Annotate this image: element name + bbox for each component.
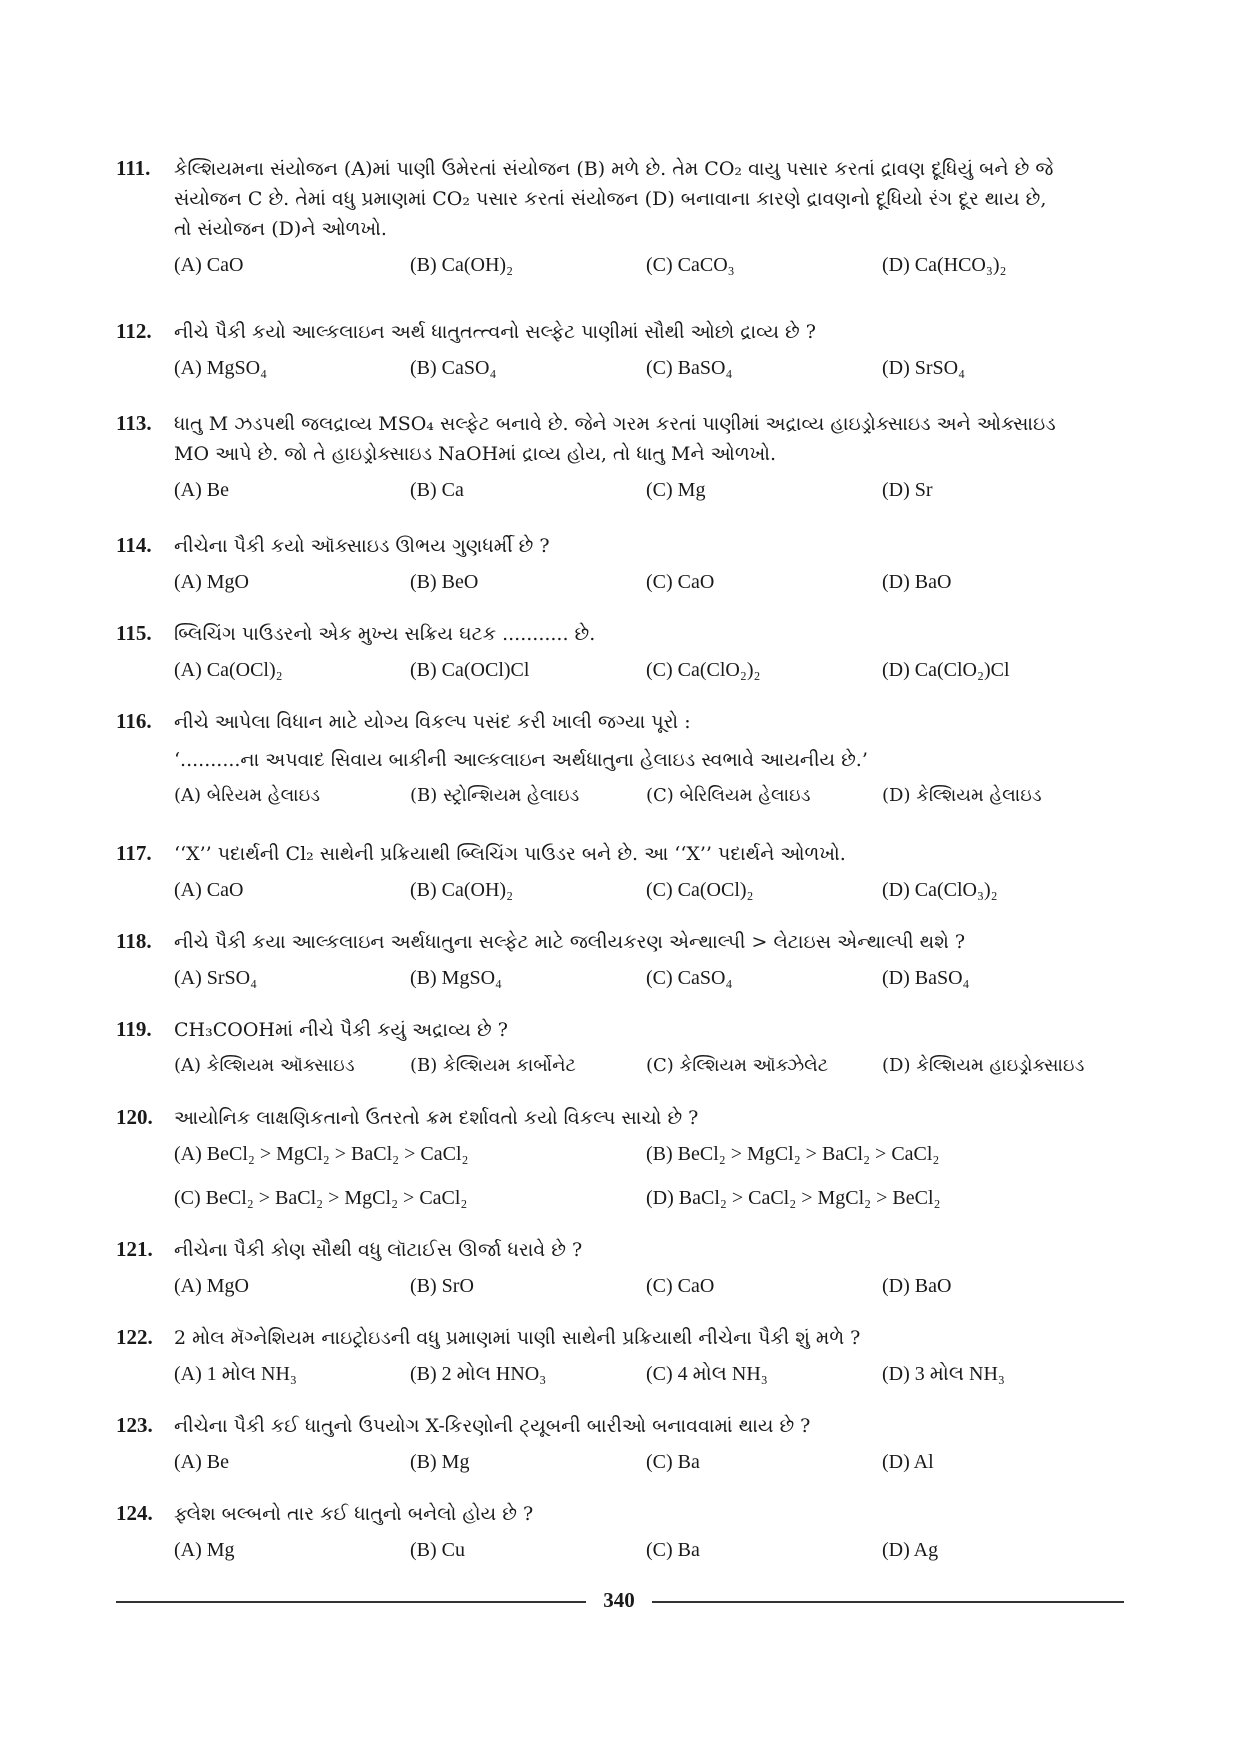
question-line: ‘..........ના અપવાદ સિવાય બાકીની આલ્કલાઇન અર્થધાતુના હેલાઇડ સ્વભાવે આયનીય છે.’ xyxy=(174,749,868,771)
option-d[interactable]: (D) Ca(ClO₂)Cl xyxy=(882,659,1010,681)
question-line: સંયોજન C છે. તેમાં વધુ પ્રમાણમાં CO₂ પસાર કરતાં સંયોજન (D) બનાવાના કારણે દ્રાવણનો દૂધિયો રંગ દૂર થાય છે, xyxy=(174,188,1047,210)
question-text xyxy=(174,317,1128,347)
option-a[interactable]: (A) CaO xyxy=(174,254,244,276)
option-b[interactable]: (B) 2 મોલ HNO₃ xyxy=(410,1363,547,1385)
options-row xyxy=(174,957,1128,1001)
question-line: કેલ્શિયમના સંયોજન (A)માં પાણી ઉમેરતાં સંયોજન (B) મળે છે. તેમ CO₂ વાયુ પસાર કરતાં દ્રાવણ દૂધિયું બને છે જે xyxy=(174,158,1054,180)
question-113 xyxy=(116,408,1128,513)
option-b[interactable]: (B) SrO xyxy=(410,1275,474,1297)
option-c[interactable]: (C) Ca(OCl)₂ xyxy=(646,879,754,901)
option-b[interactable]: (B) કેલ્શિયમ કાર્બોનેટ xyxy=(410,1055,576,1076)
option-b[interactable]: (B) Cu xyxy=(410,1539,465,1561)
question-118 xyxy=(116,926,1128,1001)
option-d[interactable]: (D) BaCl₂ > CaCl₂ > MgCl₂ > BeCl₂ xyxy=(646,1187,941,1209)
option-c[interactable]: (C) Ba xyxy=(646,1451,700,1473)
option-a[interactable]: (A) Mg xyxy=(174,1539,235,1561)
question-116 xyxy=(116,706,1128,819)
option-d[interactable]: (D) BaO xyxy=(882,1275,952,1297)
question-number: 122. xyxy=(116,1325,153,1349)
question-123 xyxy=(116,1410,1128,1485)
option-a[interactable]: (A) BeCl₂ > MgCl₂ > BaCl₂ > CaCl₂ xyxy=(174,1143,469,1165)
options-row xyxy=(174,649,1128,693)
question-114 xyxy=(116,530,1128,605)
question-number: 118. xyxy=(116,929,152,953)
question-line: CH₃COOHમાં નીચે પૈકી કયું અદ્રાવ્ય છે ? xyxy=(174,1019,508,1041)
option-a[interactable]: (A) Be xyxy=(174,479,229,501)
question-line: 2 મોલ મૅગ્નેશિયમ નાઇટ્રોઇડની વધુ પ્રમાણમાં પાણી સાથેની પ્રક્રિયાથી નીચેના પૈકી શું મળે ? xyxy=(174,1327,861,1349)
option-a[interactable]: (A) MgO xyxy=(174,571,249,593)
option-a[interactable]: (A) Ca(OCl)₂ xyxy=(174,659,283,681)
question-line: નીચેના પૈકી કોણ સૌથી વધુ લૉટાઈસ ઊર્જા ધરાવે છે ? xyxy=(174,1239,583,1261)
question-number: 124. xyxy=(116,1501,153,1525)
option-b[interactable]: (B) સ્ટ્રોન્શિયમ હેલાઇડ xyxy=(410,785,580,806)
option-b[interactable]: (B) CaSO₄ xyxy=(410,357,497,379)
options-row xyxy=(174,1353,1128,1397)
option-d[interactable]: (D) 3 મોલ NH₃ xyxy=(882,1363,1005,1385)
question-text xyxy=(174,1103,1128,1133)
option-b[interactable]: (B) BeCl₂ > MgCl₂ > BaCl₂ > CaCl₂ xyxy=(646,1143,940,1165)
options-row xyxy=(174,1441,1128,1485)
question-text xyxy=(174,409,1128,469)
question-line: ‘‘X’’ પદાર્થની Cl₂ સાથેની પ્રક્રિયાથી બ્લિચિંગ પાઉડર બને છે. આ ‘‘X’’ પદાર્થને ઓળખો. xyxy=(174,843,846,865)
question-text xyxy=(174,1015,1128,1045)
question-number: 116. xyxy=(116,709,152,733)
question-number: 117. xyxy=(116,841,152,865)
question-number: 119. xyxy=(116,1017,152,1041)
question-number: 120. xyxy=(116,1105,153,1129)
option-c[interactable]: (C) Ba xyxy=(646,1539,700,1561)
options-row xyxy=(174,869,1128,913)
question-112 xyxy=(116,316,1128,391)
question-line: નીચેના પૈકી કયો ઑક્સાઇડ ઊભય ગુણધર્મી છે ? xyxy=(174,535,550,557)
question-text xyxy=(174,1411,1128,1441)
question-text xyxy=(174,531,1128,561)
option-a[interactable]: (A) 1 મોલ NH₃ xyxy=(174,1363,297,1385)
question-text xyxy=(174,839,1128,869)
footer-rule-right xyxy=(652,1601,1124,1603)
question-number: 113. xyxy=(116,411,152,435)
question-line: ફ્લેશ બલ્બનો તાર કઈ ધાતુનો બનેલો હોય છે ? xyxy=(174,1503,534,1525)
question-121 xyxy=(116,1234,1128,1309)
question-number: 123. xyxy=(116,1413,153,1437)
option-c[interactable]: (C) કેલ્શિયમ ઑક્ઝેલેટ xyxy=(646,1055,829,1076)
question-line: નીચે પૈકી કયા આલ્કલાઇન અર્થધાતુના સલ્ફેટ માટે જલીયકરણ એન્થાલ્પી > લેટાઇસ એન્થાલ્પી થશે ? xyxy=(174,931,966,953)
option-b[interactable]: (B) Ca xyxy=(410,479,464,501)
option-d[interactable]: (D) Ca(ClO₃)₂ xyxy=(882,879,998,901)
options-row xyxy=(174,561,1128,605)
options-grid xyxy=(174,1133,1128,1221)
question-number: 121. xyxy=(116,1237,153,1261)
option-c[interactable]: (C) CaCO₃ xyxy=(646,254,735,276)
question-text xyxy=(174,1235,1128,1265)
option-c[interactable]: (C) BaSO₄ xyxy=(646,357,733,379)
options-row xyxy=(174,1045,1128,1089)
question-line: નીચે આપેલા વિધાન માટે યોગ્ય વિકલ્પ પસંદ કરી ખાલી જગ્યા પૂરો : xyxy=(174,711,691,733)
question-number: 114. xyxy=(116,533,152,557)
option-d[interactable]: (D) BaSO₄ xyxy=(882,967,970,989)
option-a[interactable]: (A) CaO xyxy=(174,879,244,901)
question-line: નીચેના પૈકી કઈ ધાતુનો ઉપયોગ X-કિરણોની ટ્યૂબની બારીઓ બનાવવામાં થાય છે ? xyxy=(174,1415,811,1437)
option-c[interactable]: (C) BeCl₂ > BaCl₂ > MgCl₂ > CaCl₂ xyxy=(174,1187,468,1209)
question-line: તો સંયોજન (D)ને ઓળખો. xyxy=(174,218,387,240)
option-a[interactable]: (A) MgSO₄ xyxy=(174,357,268,379)
question-111 xyxy=(116,153,1128,288)
option-c[interactable]: (C) CaSO₄ xyxy=(646,967,733,989)
option-b[interactable]: (B) Mg xyxy=(410,1451,470,1473)
option-a[interactable]: (A) બેરિયમ હેલાઇડ xyxy=(174,785,321,806)
option-c[interactable]: (C) CaO xyxy=(646,1275,715,1297)
question-text xyxy=(174,1499,1128,1529)
option-d[interactable]: (D) Al xyxy=(882,1451,934,1473)
option-c[interactable]: (C) 4 મોલ NH₃ xyxy=(646,1363,768,1385)
option-c[interactable]: (C) Ca(ClO₂)₂ xyxy=(646,659,761,681)
question-number: 115. xyxy=(116,621,152,645)
question-text xyxy=(174,1323,1128,1353)
option-b[interactable]: (B) Ca(OH)₂ xyxy=(410,879,514,901)
option-d[interactable]: (D) SrSO₄ xyxy=(882,357,966,379)
option-c[interactable]: (C) CaO xyxy=(646,571,715,593)
question-124 xyxy=(116,1498,1128,1573)
question-line: MO આપે છે. જો તે હાઇડ્રોક્સાઇડ NaOHમાં દ્રાવ્ય હોય, તો ધાતુ Mને ઓળખો. xyxy=(174,443,777,465)
option-a[interactable]: (A) SrSO₄ xyxy=(174,967,258,989)
question-line: નીચે પૈકી કયો આલ્કલાઇન અર્થ ધાતુતત્ત્વનો સલ્ફેટ પાણીમાં સૌથી ઓછો દ્રાવ્ય છે ? xyxy=(174,321,816,343)
question-text xyxy=(174,927,1128,957)
option-c[interactable]: (C) બેરિલિયમ હેલાઇડ xyxy=(646,785,811,806)
question-text xyxy=(174,707,1128,775)
question-line: આયોનિક લાક્ષણિકતાનો ઉતરતો ક્રમ દર્શાવતો કયો વિકલ્પ સાચો છે ? xyxy=(174,1107,699,1129)
options-row xyxy=(174,469,1128,513)
option-d[interactable]: (D) Sr xyxy=(882,479,933,501)
option-d[interactable]: (D) Ca(HCO₃)₂ xyxy=(882,254,1007,276)
question-117 xyxy=(116,838,1128,913)
question-122 xyxy=(116,1322,1128,1397)
option-d[interactable]: (D) કેલ્શિયમ હાઇડ્રોક્સાઇડ xyxy=(882,1055,1085,1076)
question-text xyxy=(174,154,1128,244)
question-text xyxy=(174,619,1128,649)
question-line: બ્લિચિંગ પાઉડરનો એક મુખ્ય સક્રિય ઘટક ........... છે. xyxy=(174,623,596,645)
option-c[interactable]: (C) Mg xyxy=(646,479,706,501)
footer-rule-left xyxy=(116,1601,586,1603)
option-d[interactable]: (D) BaO xyxy=(882,571,952,593)
option-d[interactable]: (D) Ag xyxy=(882,1539,939,1561)
option-b[interactable]: (B) Ca(OCl)Cl xyxy=(410,659,530,681)
option-b[interactable]: (B) BeO xyxy=(410,571,479,593)
option-a[interactable]: (A) કેલ્શિયમ ઑક્સાઇડ xyxy=(174,1055,355,1076)
options-row xyxy=(174,1529,1128,1573)
option-a[interactable]: (A) Be xyxy=(174,1451,229,1473)
option-a[interactable]: (A) MgO xyxy=(174,1275,249,1297)
question-120 xyxy=(116,1102,1128,1221)
option-b[interactable]: (B) Ca(OH)₂ xyxy=(410,254,514,276)
options-row xyxy=(174,775,1128,819)
question-number: 111. xyxy=(116,156,151,180)
page-number: 340 xyxy=(603,1588,635,1612)
options-row xyxy=(174,1265,1128,1309)
options-row xyxy=(174,347,1128,391)
question-119 xyxy=(116,1014,1128,1089)
options-row xyxy=(174,244,1128,288)
option-b[interactable]: (B) MgSO₄ xyxy=(410,967,502,989)
option-d[interactable]: (D) કેલ્શિયમ હેલાઇડ xyxy=(882,785,1042,806)
question-115 xyxy=(116,618,1128,693)
question-number: 112. xyxy=(116,319,152,343)
question-line: ધાતુ M ઝડપથી જલદ્રાવ્ય MSO₄ સલ્ફેટ બનાવે છે. જેને ગરમ કરતાં પાણીમાં અદ્રાવ્ય હાઇડ્રોક્સાઇડ અને ઓક્સાઇડ xyxy=(174,413,1056,435)
